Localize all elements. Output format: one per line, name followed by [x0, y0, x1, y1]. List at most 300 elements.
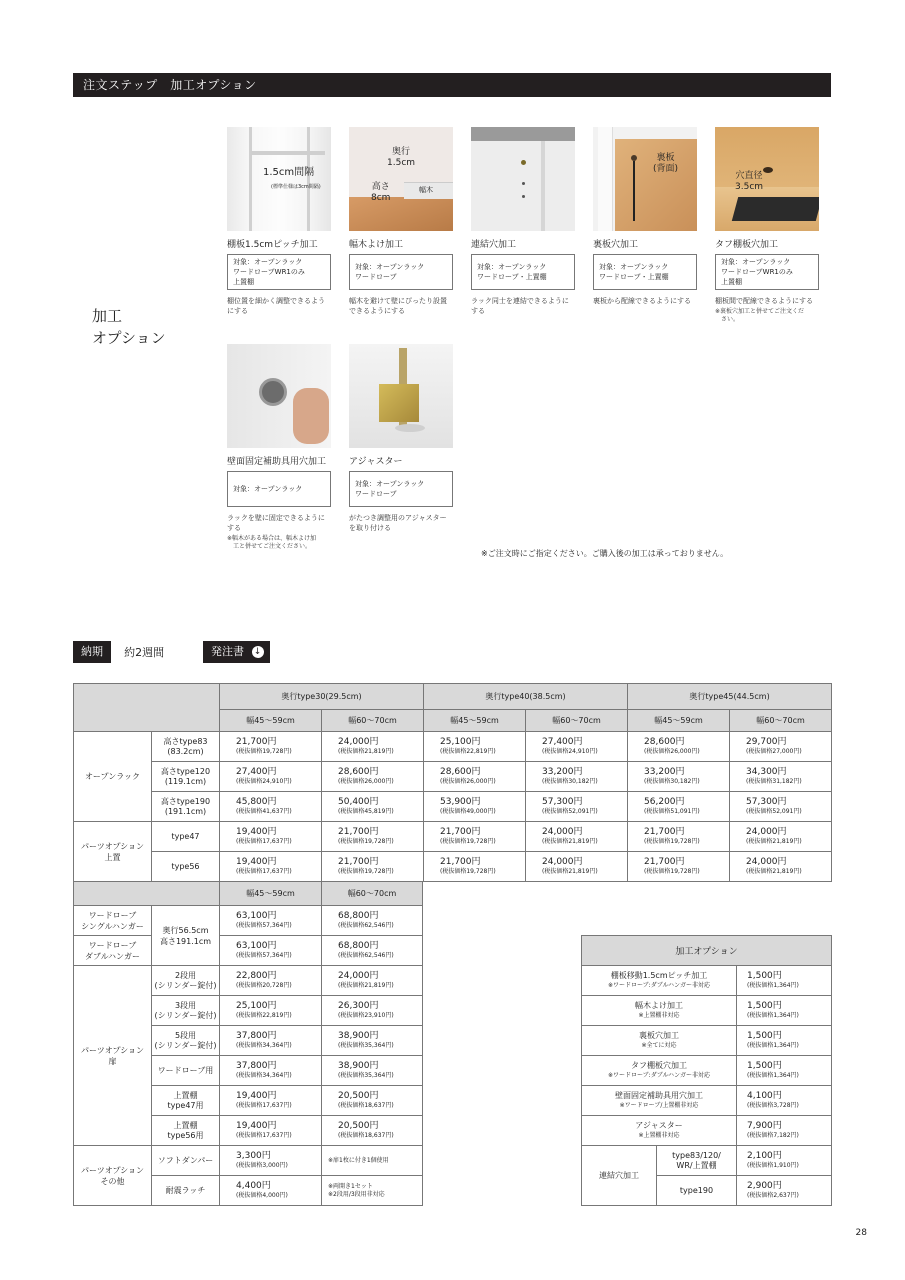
price-cell [737, 996, 832, 1026]
option-adjuster [349, 344, 453, 533]
width-header: 幅45～59cm [628, 710, 730, 732]
price-cell [737, 966, 832, 996]
price-cell [424, 852, 526, 882]
order-notice: ※ご注文時にご指定ください。ご購入後の加工は承っておりません。 [481, 549, 729, 558]
price-cell [220, 1146, 322, 1176]
price-value: 21,700円 [440, 857, 481, 867]
row-header [152, 762, 220, 792]
price-tax-excluded: (税抜価格62,546円) [338, 922, 394, 929]
price-cell [628, 792, 730, 822]
order-form-button[interactable] [203, 641, 270, 663]
price-value: 4,100円 [747, 1091, 782, 1101]
row-label: 幅木よけ加工 [635, 1000, 683, 1010]
row-sublabel: ※上置棚非対応 [638, 1131, 680, 1139]
price-tax-excluded: (税抜価格57,364円) [236, 952, 292, 959]
order-form-label: 発注書 [211, 645, 244, 658]
price-cell [322, 822, 424, 852]
price-tax-excluded: (税抜価格21,819円) [542, 838, 598, 845]
price-tax-excluded: (税抜価格23,910円) [338, 1012, 394, 1019]
price-tax-excluded: (税抜価格19,728円) [338, 868, 394, 875]
price-tax-excluded: (税抜価格31,182円) [746, 778, 802, 785]
option-desc: 幅木を避けて壁にぴったり設置 できるようにする [349, 297, 447, 315]
price-value: 27,400円 [542, 737, 583, 747]
row-sublabel: type56用 [167, 1130, 204, 1140]
option-target: 対象：オープンラック [227, 471, 331, 507]
width-header: 幅60～70cm [322, 710, 424, 732]
price-cell [730, 762, 832, 792]
processing-label [582, 1056, 737, 1086]
delivery-value: 約2週間 [124, 646, 165, 659]
processing-label [582, 996, 737, 1026]
price-cell [737, 1116, 832, 1146]
price-value: 37,800円 [236, 1031, 277, 1041]
price-tax-excluded: (税抜価格7,182円) [747, 1132, 799, 1139]
wardrobe-label: ワードローブ シングルハンガー [74, 906, 152, 936]
renketsu-type: type83/120/ WR/上置棚 [657, 1146, 737, 1176]
price-value: 3,300円 [236, 1151, 271, 1161]
depth-header: 奥行type45(44.5cm) [628, 684, 832, 710]
price-tax-excluded: (税抜価格1,364円) [747, 1012, 799, 1019]
price-tax-excluded: (税抜価格1,364円) [747, 982, 799, 989]
price-value: 29,700円 [746, 737, 787, 747]
option-desc: 裏板から配線できるようにする [593, 297, 691, 305]
price-tax-excluded: (税抜価格3,728円) [747, 1102, 799, 1109]
row-label: 高さtype120 [160, 766, 211, 776]
row-note: ※両開き1セット ※2段用/3段用非対応 [322, 1176, 423, 1206]
price-value: 4,400円 [236, 1181, 271, 1191]
price-tax-excluded: (税抜価格21,819円) [746, 868, 802, 875]
price-value: 68,800円 [338, 941, 379, 951]
price-tax-excluded: (税抜価格49,000円) [440, 808, 496, 815]
price-cell [424, 822, 526, 852]
price-tax-excluded: (税抜価格57,364円) [236, 922, 292, 929]
table-row [582, 1116, 832, 1146]
price-cell [322, 906, 423, 936]
price-cell [737, 1026, 832, 1056]
price-tax-excluded: (税抜価格30,182円) [542, 778, 598, 785]
price-cell [220, 732, 322, 762]
price-tax-excluded: (税抜価格21,819円) [542, 868, 598, 875]
table-row [74, 906, 423, 936]
price-tax-excluded: (税抜価格2,637円) [747, 1192, 799, 1199]
table-row [74, 762, 832, 792]
wall-fix-photo [227, 344, 331, 448]
price-value: 68,800円 [338, 911, 379, 921]
row-sublabel: ※上置棚非対応 [638, 1011, 680, 1019]
price-tax-excluded: (税抜価格26,000円) [440, 778, 496, 785]
width-header: 幅60～70cm [322, 882, 423, 906]
page-number: 28 [855, 1228, 867, 1238]
price-tax-excluded: (税抜価格62,546円) [338, 952, 394, 959]
price-value: 24,000円 [542, 857, 583, 867]
price-value: 57,300円 [542, 797, 583, 807]
price-tax-excluded: (税抜価格18,637円) [338, 1132, 394, 1139]
price-cell [730, 852, 832, 882]
row-header [152, 852, 220, 882]
price-value: 33,200円 [542, 767, 583, 777]
row-label: 裏板穴加工 [639, 1030, 679, 1040]
option-wall-fix-hole [227, 344, 331, 551]
row-sublabel: ※ワードローブ:ダブルハンガー非対応 [607, 981, 711, 989]
table-row [74, 732, 832, 762]
row-label: タフ棚板穴加工 [631, 1060, 687, 1070]
price-tax-excluded: (税抜価格52,091円) [542, 808, 598, 815]
width-header: 幅60～70cm [730, 710, 832, 732]
price-tax-excluded: (税抜価格3,000円) [236, 1162, 288, 1169]
price-cell [628, 762, 730, 792]
row-label: type47 [171, 831, 200, 841]
price-value: 21,700円 [338, 857, 379, 867]
price-tax-excluded: (税抜価格19,728円) [644, 838, 700, 845]
price-value: 1,500円 [747, 1061, 782, 1071]
table-row [74, 822, 832, 852]
option-name: 裏板穴加工 [593, 240, 639, 250]
option-name: アジャスター [349, 457, 403, 467]
price-tax-excluded: (税抜価格1,910円) [747, 1162, 799, 1169]
table-row [582, 1056, 832, 1086]
back-hole-photo-label: 裏板 (背面) [653, 153, 679, 174]
price-value: 28,600円 [338, 767, 379, 777]
option-connect-hole [471, 127, 575, 316]
group-label: パーツオプション 扉 [74, 966, 152, 1146]
shelf-pitch-photo [227, 127, 331, 231]
delivery-info [73, 641, 164, 663]
row-sublabel: ※ワードローブ/上置棚非対応 [619, 1101, 699, 1109]
row-sublabel: (シリンダー錠付) [154, 980, 217, 990]
price-value: 50,400円 [338, 797, 379, 807]
row-sublabel: ※ワードローブ:ダブルハンガー非対応 [607, 1071, 711, 1079]
row-header [152, 1176, 220, 1206]
section-header: 注文ステップ 加工オプション [73, 73, 831, 97]
processing-label [582, 966, 737, 996]
row-sublabel: (シリンダー錠付) [154, 1040, 217, 1050]
option-target: 対象：オープンラック ワードローブWR1のみ 上置棚 [715, 254, 819, 290]
row-label: 壁面固定補助具用穴加工 [615, 1090, 703, 1100]
price-cell [220, 996, 322, 1026]
row-header [152, 1116, 220, 1146]
price-cell [737, 1176, 832, 1206]
shelf-pitch-photo-sub: (標準仕様は3cm間隔) [271, 184, 321, 190]
baseboard-photo [349, 127, 453, 231]
price-value: 34,300円 [746, 767, 787, 777]
price-cell [730, 732, 832, 762]
price-value: 21,700円 [236, 737, 277, 747]
price-tax-excluded: (税抜価格26,000円) [644, 748, 700, 755]
table-row [74, 792, 832, 822]
price-tax-excluded: (税抜価格19,728円) [440, 838, 496, 845]
row-label: 5段用 [174, 1030, 197, 1040]
download-icon: ↓ [252, 646, 264, 658]
price-tax-excluded: (税抜価格19,728円) [338, 838, 394, 845]
row-sublabel: type47用 [167, 1100, 204, 1110]
price-tax-excluded: (税抜価格30,182円) [644, 778, 700, 785]
table-row [582, 996, 832, 1026]
row-label: 耐震ラッチ [165, 1185, 206, 1195]
row-sublabel: (83.2cm) [167, 746, 204, 756]
row-header [152, 1056, 220, 1086]
price-cell [220, 906, 322, 936]
price-cell [220, 1086, 322, 1116]
price-cell [526, 822, 628, 852]
price-value: 28,600円 [440, 767, 481, 777]
option-target: 対象：オープンラック ワードローブ [349, 471, 453, 507]
price-value: 21,700円 [644, 857, 685, 867]
option-target: 対象：オープンラック ワードローブ・上置棚 [593, 254, 697, 290]
row-label: type56 [171, 861, 200, 871]
option-baseboard [349, 127, 453, 316]
price-cell [322, 936, 423, 966]
price-cell [220, 936, 322, 966]
price-value: 33,200円 [644, 767, 685, 777]
wardrobe-spec: 奥行56.5cm 高さ191.1cm [152, 906, 220, 966]
option-name: 幅木よけ加工 [349, 240, 404, 250]
price-cell [737, 1146, 832, 1176]
table-corner [74, 882, 220, 906]
price-tax-excluded: (税抜価格35,364円) [338, 1072, 394, 1079]
depth-header: 奥行type30(29.5cm) [220, 684, 424, 710]
price-tax-excluded: (税抜価格21,819円) [338, 748, 394, 755]
price-value: 21,700円 [644, 827, 685, 837]
price-cell [220, 1056, 322, 1086]
price-cell [220, 1116, 322, 1146]
table-row [582, 966, 832, 996]
price-value: 25,100円 [440, 737, 481, 747]
price-cell [322, 1086, 423, 1116]
price-value: 20,500円 [338, 1091, 379, 1101]
row-label: 2段用 [174, 970, 197, 980]
price-tax-excluded: (税抜価格41,637円) [236, 808, 292, 815]
group-label: パーツオプション 上置 [74, 822, 152, 882]
price-cell [628, 852, 730, 882]
connect-hole-photo [471, 127, 575, 231]
processing-label [582, 1026, 737, 1056]
row-label: 上置棚 [173, 1090, 198, 1100]
price-cell [526, 792, 628, 822]
row-label: 高さtype83 [163, 736, 208, 746]
renketsu-label: 連結穴加工 [582, 1146, 657, 1206]
price-cell [322, 792, 424, 822]
table-row [74, 966, 423, 996]
table-row [74, 1146, 423, 1176]
price-cell [322, 852, 424, 882]
price-tax-excluded: (税抜価格45,819円) [338, 808, 394, 815]
price-tax-excluded: (税抜価格22,819円) [440, 748, 496, 755]
baseboard-photo-label: 奥行 1.5cm [387, 147, 416, 168]
price-cell [220, 762, 322, 792]
option-name: 壁面固定補助具用穴加工 [227, 457, 327, 467]
option-name: 連結穴加工 [471, 240, 517, 250]
row-header [152, 1146, 220, 1176]
tough-shelf-hole-photo-label: 穴直径 3.5cm [735, 171, 764, 192]
price-cell [424, 762, 526, 792]
price-value: 28,600円 [644, 737, 685, 747]
price-cell [220, 1176, 322, 1206]
row-label: ワードローブ用 [157, 1065, 214, 1075]
renketsu-type: type190 [657, 1176, 737, 1206]
price-value: 20,500円 [338, 1121, 379, 1131]
price-value: 21,700円 [440, 827, 481, 837]
option-target: 対象：オープンラック ワードローブ [349, 254, 453, 290]
price-tax-excluded: (税抜価格17,637円) [236, 838, 292, 845]
price-cell [322, 1056, 423, 1086]
option-tough-shelf-hole [715, 127, 819, 324]
option-desc: ラック同士を連結できるように する [471, 297, 569, 315]
price-cell [526, 852, 628, 882]
price-tax-excluded: (税抜価格21,819円) [338, 982, 394, 989]
price-value: 2,900円 [747, 1181, 782, 1191]
row-label: 3段用 [174, 1000, 197, 1010]
price-value: 19,400円 [236, 857, 277, 867]
price-cell [322, 1026, 423, 1056]
option-target: 対象：オープンラック ワードローブ・上置棚 [471, 254, 575, 290]
row-header [152, 966, 220, 996]
price-value: 38,900円 [338, 1031, 379, 1041]
option-shelf-pitch [227, 127, 331, 316]
price-tax-excluded: (税抜価格27,000円) [746, 748, 802, 755]
option-desc: ラックを壁に固定できるように する [227, 514, 325, 532]
price-value: 24,000円 [746, 827, 787, 837]
row-sublabel: ※全てに対応 [641, 1041, 677, 1049]
table-row [74, 852, 832, 882]
row-label: ソフトダンパー [157, 1155, 214, 1165]
option-desc: がたつき調整用のアジャスター を取り付ける [349, 514, 447, 532]
price-cell [322, 1116, 423, 1146]
price-tax-excluded: (税抜価格1,364円) [747, 1042, 799, 1049]
price-value: 19,400円 [236, 1121, 277, 1131]
price-tax-excluded: (税抜価格19,728円) [644, 868, 700, 875]
price-table-wardrobe [73, 881, 423, 1206]
price-table-processing [581, 935, 832, 1206]
price-value: 38,900円 [338, 1061, 379, 1071]
processing-label [582, 1116, 737, 1146]
price-value: 25,100円 [236, 1001, 277, 1011]
price-cell [526, 732, 628, 762]
price-cell [322, 966, 423, 996]
price-tax-excluded: (税抜価格34,364円) [236, 1072, 292, 1079]
price-tax-excluded: (税抜価格20,728円) [236, 982, 292, 989]
price-cell [220, 1026, 322, 1056]
price-value: 57,300円 [746, 797, 787, 807]
price-value: 21,700円 [338, 827, 379, 837]
table-row [582, 1086, 832, 1116]
width-header: 幅45～59cm [424, 710, 526, 732]
baseboard-photo-sub2: 幅木 [419, 186, 433, 194]
price-value: 45,800円 [236, 797, 277, 807]
side-title [92, 305, 166, 349]
delivery-label: 納期 [73, 641, 111, 663]
price-tax-excluded: (税抜価格35,364円) [338, 1042, 394, 1049]
price-table-rack [73, 683, 832, 882]
row-sublabel: (119.1cm) [164, 776, 207, 786]
price-cell [737, 1086, 832, 1116]
row-note: ※扉1枚に付き1個使用 [322, 1146, 423, 1176]
price-value: 7,900円 [747, 1121, 782, 1131]
price-value: 24,000円 [338, 971, 379, 981]
price-cell [424, 792, 526, 822]
price-value: 24,000円 [338, 737, 379, 747]
option-note: ※幅木がある場合は、幅木よけ加 工と併せてご注文ください。 [227, 535, 317, 550]
baseboard-photo-sub: 高さ 8cm [371, 182, 391, 203]
row-header [152, 996, 220, 1026]
price-tax-excluded: (税抜価格51,091円) [644, 808, 700, 815]
price-tax-excluded: (税抜価格34,364円) [236, 1042, 292, 1049]
price-cell [526, 762, 628, 792]
price-value: 24,000円 [542, 827, 583, 837]
table-row [582, 1146, 832, 1176]
adjuster-photo [349, 344, 453, 448]
processing-label [582, 1086, 737, 1116]
price-cell [322, 762, 424, 792]
row-header [152, 822, 220, 852]
price-tax-excluded: (税抜価格1,364円) [747, 1072, 799, 1079]
price-value: 1,500円 [747, 971, 782, 981]
price-cell [730, 822, 832, 852]
group-label: オープンラック [74, 732, 152, 822]
option-name: タフ棚板穴加工 [715, 240, 779, 250]
price-value: 56,200円 [644, 797, 685, 807]
price-tax-excluded: (税抜価格19,728円) [440, 868, 496, 875]
price-value: 22,800円 [236, 971, 277, 981]
price-tax-excluded: (税抜価格24,910円) [542, 748, 598, 755]
price-tax-excluded: (税抜価格4,000円) [236, 1192, 288, 1199]
price-tax-excluded: (税抜価格17,637円) [236, 1102, 292, 1109]
tough-shelf-hole-photo [715, 127, 819, 231]
price-value: 37,800円 [236, 1061, 277, 1071]
side-title-line2: オプション [92, 329, 166, 347]
table-corner [74, 684, 220, 732]
option-desc: 棚板間で配線できるようにする [715, 297, 813, 305]
width-header: 幅60～70cm [526, 710, 628, 732]
table-row [74, 936, 423, 966]
price-value: 1,500円 [747, 1001, 782, 1011]
width-header: 幅45～59cm [220, 882, 322, 906]
row-header [152, 732, 220, 762]
row-label: アジャスター [635, 1120, 683, 1130]
price-cell [730, 792, 832, 822]
price-cell [322, 732, 424, 762]
price-tax-excluded: (税抜価格21,819円) [746, 838, 802, 845]
row-label: 上置棚 [173, 1120, 198, 1130]
price-cell [220, 852, 322, 882]
price-cell [220, 966, 322, 996]
option-target: 対象：オープンラック ワードローブWR1のみ 上置棚 [227, 254, 331, 290]
row-label: 高さtype190 [160, 796, 211, 806]
row-header [152, 1086, 220, 1116]
price-value: 63,100円 [236, 941, 277, 951]
back-hole-photo [593, 127, 697, 231]
side-title-line1: 加工 [92, 307, 123, 325]
price-value: 1,500円 [747, 1031, 782, 1041]
price-tax-excluded: (税抜価格17,637円) [236, 1132, 292, 1139]
price-value: 19,400円 [236, 827, 277, 837]
row-sublabel: (191.1cm) [164, 806, 207, 816]
depth-header: 奥行type40(38.5cm) [424, 684, 628, 710]
group-label: パーツオプション その他 [74, 1146, 152, 1206]
price-value: 53,900円 [440, 797, 481, 807]
price-cell [322, 996, 423, 1026]
row-sublabel: (シリンダー錠付) [154, 1010, 217, 1020]
price-tax-excluded: (税抜価格26,000円) [338, 778, 394, 785]
option-name: 棚板1.5cmピッチ加工 [227, 240, 318, 250]
price-cell [220, 792, 322, 822]
table-row [582, 1026, 832, 1056]
price-cell [424, 732, 526, 762]
price-cell [220, 822, 322, 852]
price-value: 26,300円 [338, 1001, 379, 1011]
processing-table-title: 加工オプション [582, 936, 832, 966]
price-value: 2,100円 [747, 1151, 782, 1161]
row-label: 棚板移動1.5cmピッチ加工 [610, 970, 708, 980]
